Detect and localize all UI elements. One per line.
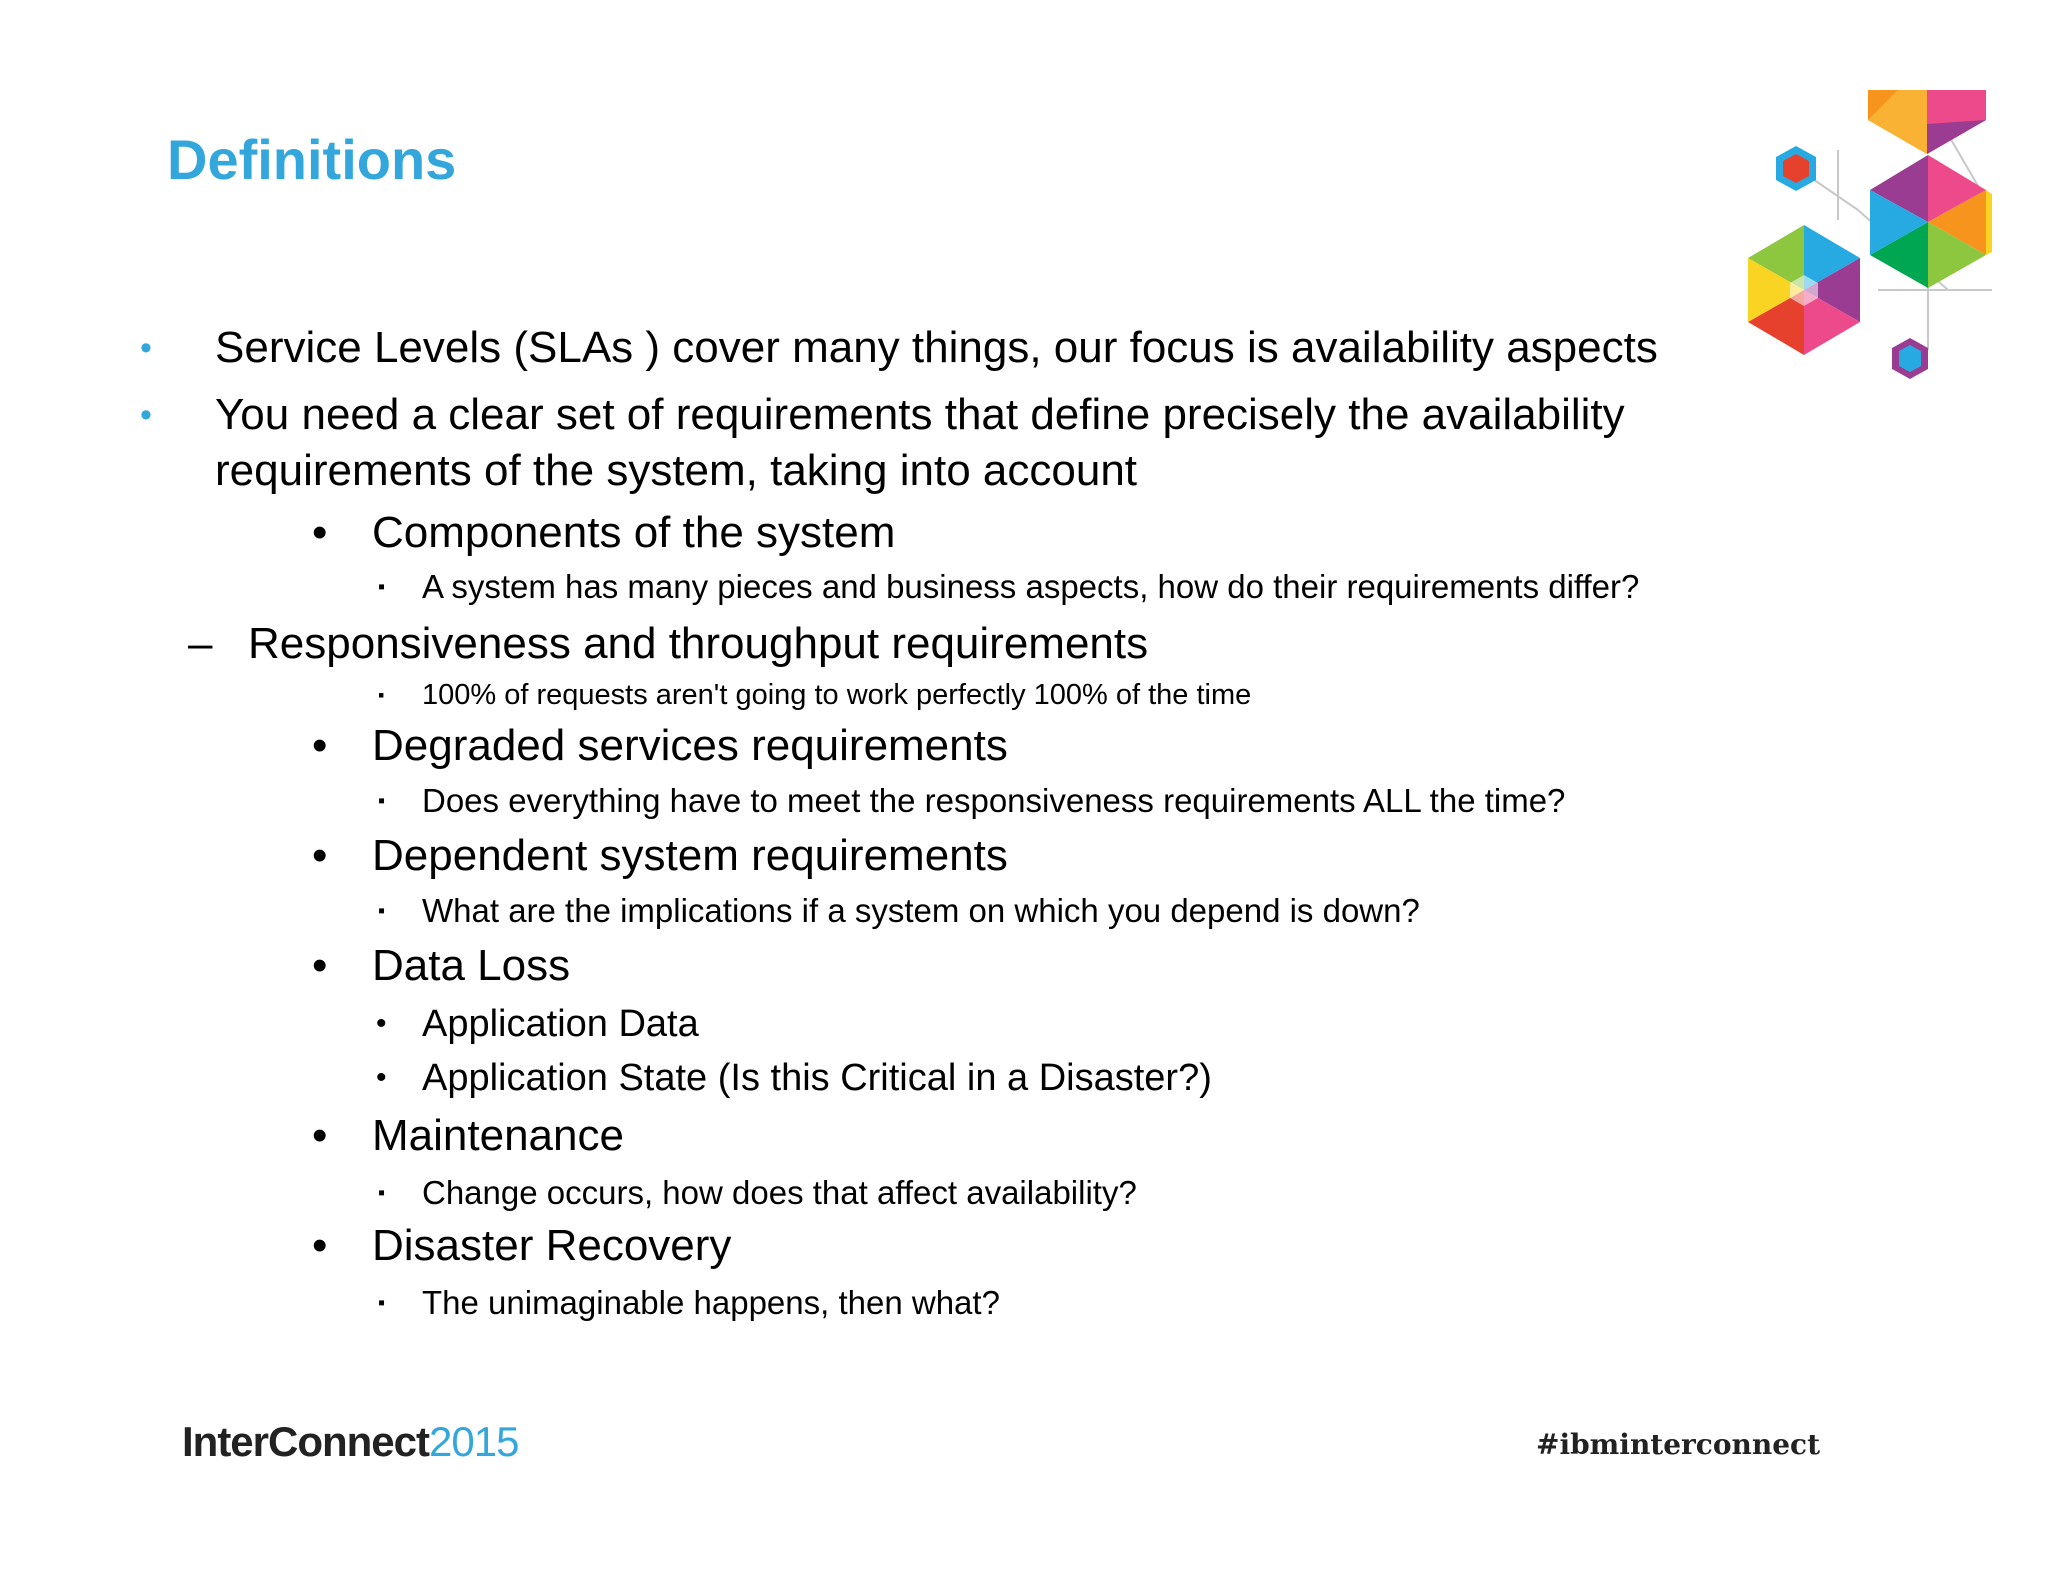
sub-bullet-text: Change occurs, how does that affect availability? [422,1174,1137,1211]
sub-bullet-text: What are the implications if a system on which you depend is down? [422,892,1420,929]
sub-bullet-text: Application Data [422,1003,699,1045]
hashtag-label: #ibminterconnect [1536,1428,1821,1461]
bullet-text: Service Levels (SLAs ) cover many things, our focus is availability aspects [215,323,1658,372]
slide-title: Definitions [167,128,457,191]
square-marker: ▪ [378,1292,386,1314]
sub-bullet-text: 100% of requests aren't going to work perfectly 100% of the time [422,679,1252,711]
sub-bullet-text: A system has many pieces and business aspects, how do their requirements differ? [422,568,1640,605]
interconnect-logo [182,1418,518,1466]
sub-bullet-text: Does everything have to meet the responsiveness requirements ALL the time? [422,782,1566,819]
bullet-marker: • [312,1111,328,1160]
bullet-text: Disaster Recovery [372,1221,732,1270]
bullet-text: requirements of the system, taking into account [215,446,1138,495]
bullet-marker: • [376,1061,387,1094]
square-marker: ▪ [378,900,386,922]
bullet-marker: • [140,396,152,434]
bullet-text: Data Loss [372,941,571,990]
bullet-text: You need a clear set of requirements that define precisely the availability [215,390,1625,439]
bullet-text: Dependent system requirements [372,831,1008,880]
bullet-text: Responsiveness and throughput requirements [248,619,1149,668]
square-marker: ▪ [378,1182,386,1204]
bullet-marker: • [312,1221,328,1270]
bullet-marker: • [376,1007,387,1040]
logo-year: 2015 [429,1418,519,1465]
bullet-text: Degraded services requirements [372,721,1008,770]
dash-marker: – [188,619,213,668]
sub-bullet-text: Application State (Is this Critical in a Disaster?) [422,1057,1212,1099]
square-marker: ▪ [378,685,385,705]
logo-brand: InterConnect [182,1418,430,1465]
square-marker: ▪ [378,790,386,812]
bullet-marker: • [312,831,328,880]
bullet-text: Maintenance [372,1111,624,1160]
sub-bullet-text: The unimaginable happens, then what? [422,1284,1000,1321]
square-marker: ▪ [378,576,386,598]
bullet-marker: • [140,329,152,367]
bullet-text: Components of the system [372,508,896,557]
bullet-marker: • [312,941,328,990]
bullet-marker: • [312,721,328,770]
bullet-marker: • [312,508,328,557]
